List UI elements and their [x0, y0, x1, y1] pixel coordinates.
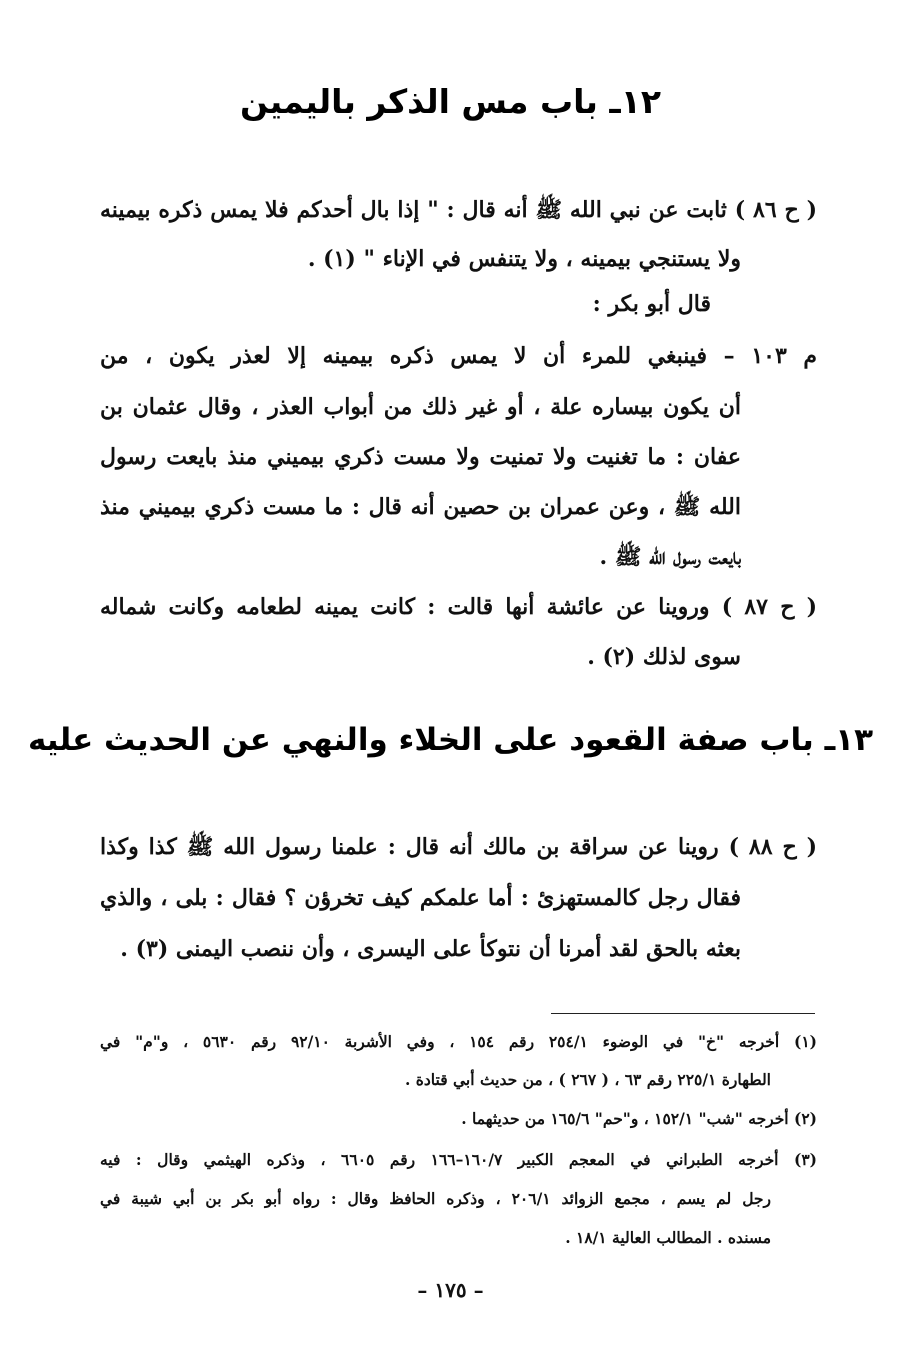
chapter-heading-13: ١٣ـ باب صفة القعود على الخلاء والنهي عن الحديث عليه — [27, 722, 874, 758]
footnote-1-line-2: الطهارة ٢٢٥/١ رقم ٦٣ ، ( ٢٦٧ ) ، من حديث أبي قتادة . — [404, 1070, 771, 1089]
footnote-3-line-1: (٣) أخرجه الطبراني في المعجم الكبير ١٦٠/٧–١٦٦ رقم ٦٦٠٥ ، وذكره الهيثمي وقال : فيه — [100, 1150, 817, 1169]
footnote-3-line-2: رجل لم يسم ، مجمع الزوائد ٢٠٦/١ ، وذكره الحافظ وقال : رواه أبو بكر بن أبي شيبة في — [100, 1189, 771, 1208]
footnote-3-line-3: مسنده . المطالب العالية ١٨/١ . — [565, 1228, 771, 1247]
footnote-divider — [551, 1013, 815, 1014]
page-number: – ١٧٥ – — [417, 1278, 484, 1302]
masala-103-line-3: عفان : ما تغنيت ولا تمنيت ولا مست ذكري بيميني منذ بايعت رسول — [100, 444, 741, 470]
hadith-86-line-1: ( ح ٨٦ ) ثابت عن نبي الله ﷺ أنه قال : " إذا بال أحدكم فلا يمس ذكره بيمينه — [100, 197, 817, 223]
masala-103-line-5: بايعت رسول الله ﷺ . — [599, 544, 741, 570]
masala-103-line-1: م ١٠٣ – فينبغي للمرء أن لا يمس ذكره بيمينه إلا لعذر يكون ، من — [100, 343, 817, 369]
abu-bakr-said: قال أبو بكر : — [592, 291, 711, 317]
hadith-88-line-3: بعثه بالحق لقد أمرنا أن نتوكأ على اليسرى ، وأن ننصب اليمنى (٣) . — [120, 936, 741, 962]
hadith-88-line-1: ( ح ٨٨ ) روينا عن سراقة بن مالك أنه قال : علمنا رسول الله ﷺ كذا وكذا — [100, 834, 818, 860]
hadith-88-line-2: فقال رجل كالمستهزئ : أما علمكم كيف تخرؤن ؟ فقال : بلى ، والذي — [100, 885, 741, 911]
hadith-87-line-2: سوى لذلك (٢) . — [587, 644, 741, 670]
masala-103-line-2: أن يكون بيساره علة ، أو غير ذلك من أبواب العذر ، وقال عثمان بن — [100, 394, 741, 420]
footnote-1-line-1: (١) أخرجه "خ" في الوضوء ٢٥٤/١ رقم ١٥٤ ، وفي الأشربة ٩٢/١٠ رقم ٥٦٣٠ ، و"م" في — [100, 1032, 817, 1051]
footnote-2: (٢) أخرجه "شب" ١٥٢/١ ، و"حم" ١٦٥/٦ من حديثهما . — [461, 1109, 817, 1128]
masala-103-line-4: الله ﷺ ، وعن عمران بن حصين أنه قال : ما مست ذكري بيميني منذ — [100, 494, 741, 520]
hadith-87-line-1: ( ح ٨٧ ) وروينا عن عائشة أنها قالت : كانت يمينه لطعامه وكانت شماله — [100, 594, 817, 620]
hadith-86-line-2: ولا يستنجي بيمينه ، ولا يتنفس في الإناء " (١) . — [307, 246, 741, 272]
chapter-heading-12: ١٢ـ باب مس الذكر باليمين — [240, 82, 661, 121]
